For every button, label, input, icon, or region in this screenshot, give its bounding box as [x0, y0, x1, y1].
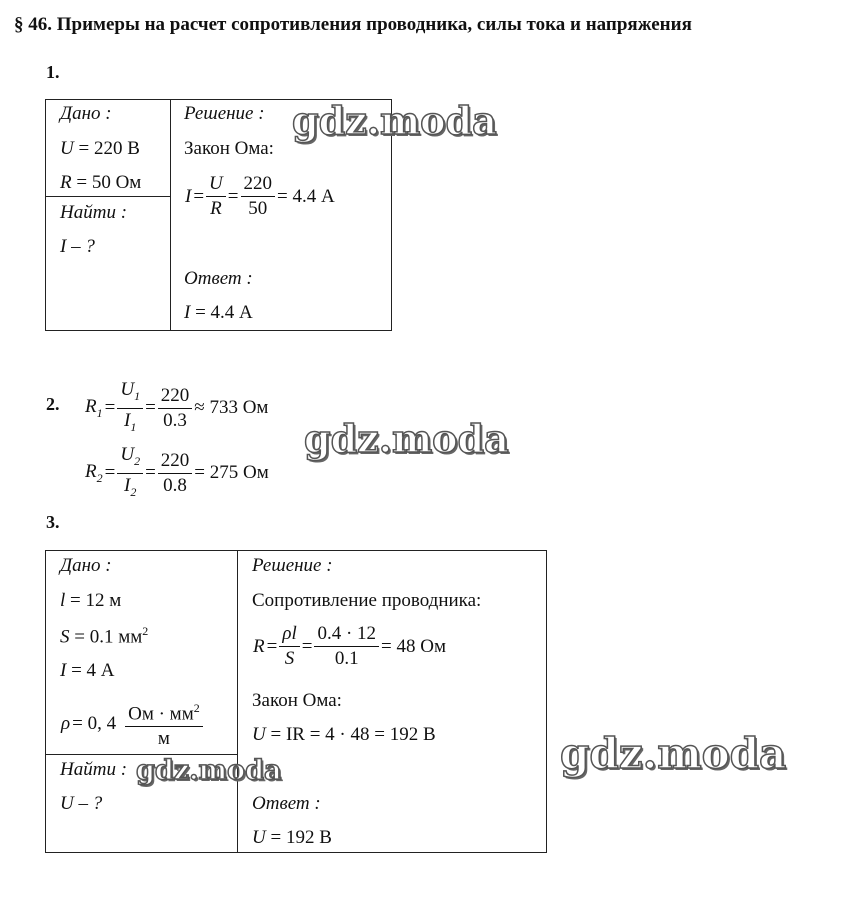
p2-formula-r1: $R_1$ = $\frac{U_1}{I_1}$ = $\frac{220}{0.3}$ ≈ 733 Ом — [85, 379, 269, 434]
p3-resistance-formula: R = $\frac{\rho l}{S}$ = $\frac{0.4 \cdot 12}{0.1}$ = 48 Ом — [253, 623, 446, 669]
problem-1-given-divider — [45, 196, 171, 197]
p1-ohm-formula: I = $\frac{U}{R}$ = $\frac{220}{50}$ = 4.4 А — [185, 173, 335, 219]
p3-find-label: Найти : — [60, 759, 128, 780]
p3-given-area: S = 0.1 $мм^2$ — [60, 624, 149, 648]
p3-find-value: U – ? — [60, 793, 103, 814]
p1-given-resistance: R = 50 Ом — [60, 172, 142, 193]
problem-3-divider — [237, 550, 238, 853]
p1-find-value: I – ? — [60, 236, 95, 257]
problem-3-number: 3. — [46, 512, 60, 532]
p3-given-current: I = 4 А — [60, 660, 115, 681]
p3-given-label: Дано : — [60, 555, 112, 576]
watermark-logo: gdz.moda — [560, 729, 787, 778]
problem-2-number: 2. — [46, 394, 60, 414]
p1-given-voltage: U = 220 В — [60, 138, 140, 159]
p3-voltage-formula: U = IR = 4 · 48 = 192 В — [252, 724, 436, 745]
p3-given-length: l = 12 м — [60, 590, 122, 611]
problem-1-number: 1. — [46, 62, 60, 82]
problem-1-divider — [170, 99, 171, 331]
p1-law-label: Закон Ома: — [184, 138, 274, 159]
p1-answer-label: Ответ : — [184, 268, 253, 289]
p1-given-label: Дано : — [60, 103, 112, 124]
p1-find-label: Найти : — [60, 202, 128, 223]
p3-given-resistivity: ρ = 0, 4 $\frac{Ом \cdot мм^2}{м}$ — [60, 696, 204, 751]
p1-answer: I = 4.4 А — [184, 302, 253, 323]
watermark-logo: gdz.moda — [304, 416, 509, 461]
p1-solution-label: Решение : — [184, 103, 265, 124]
p3-resistance-label: Сопротивление проводника: — [252, 590, 482, 611]
watermark-logo: gdz.moda — [292, 98, 497, 143]
p3-solution-label: Решение : — [252, 555, 333, 576]
page-heading: § 46. Примеры на расчет сопротивления проводника, силы тока и напряжения — [14, 14, 692, 35]
p3-answer-label: Ответ : — [252, 793, 321, 814]
p3-law-label: Закон Ома: — [252, 690, 342, 711]
p2-formula-r2: $R_2$ = $\frac{U_2}{I_2}$ = $\frac{220}{0.8}$ = 275 Ом — [85, 444, 269, 499]
p3-answer: U = 192 В — [252, 827, 332, 848]
watermark-logo: gdz.moda — [136, 755, 282, 786]
